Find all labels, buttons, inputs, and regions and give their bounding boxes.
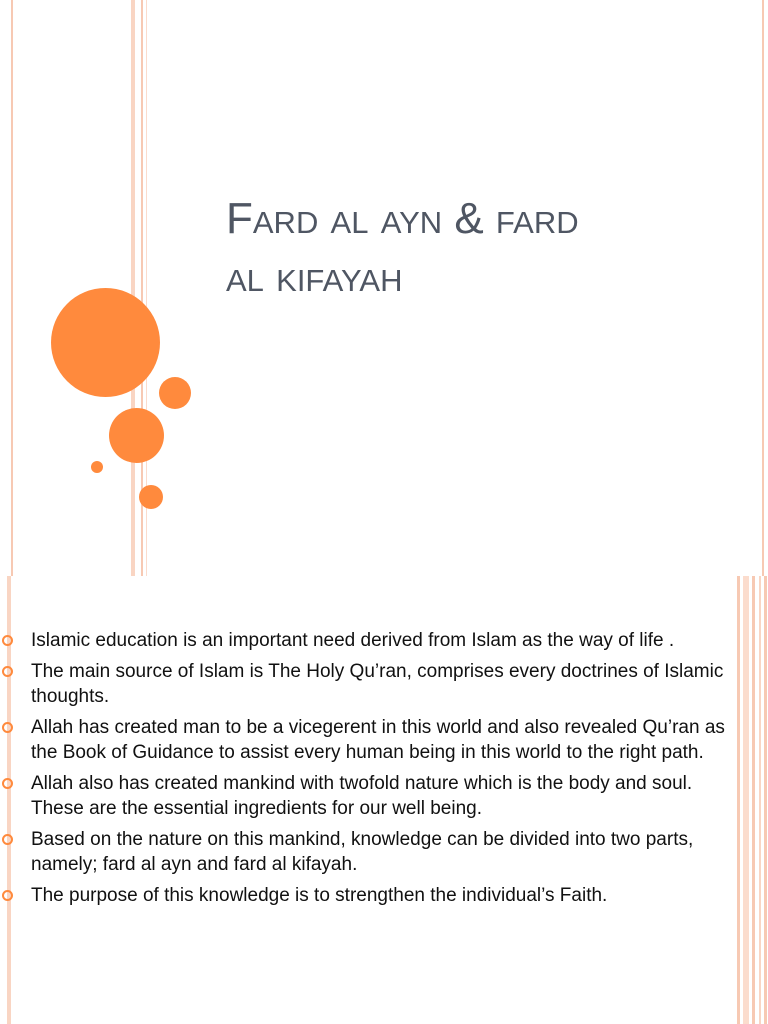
hollow-circle-bullet-icon bbox=[2, 722, 13, 733]
decorative-line bbox=[764, 576, 767, 1024]
bullet-text: Based on the nature on this mankind, knowledge can be divided into two parts, namely; fard al ayn and fard al kifayah. bbox=[31, 829, 694, 875]
title-line-2: al kifayah bbox=[226, 252, 403, 301]
bullet-item bbox=[0, 659, 740, 709]
bullet-item bbox=[0, 628, 740, 653]
bullet-item bbox=[0, 827, 740, 877]
bullet-text: Islamic education is an important need derived from Islam as the way of life . bbox=[31, 630, 675, 651]
decorative-circle-small bbox=[139, 485, 163, 509]
bullet-item bbox=[0, 771, 740, 821]
decorative-circle-small bbox=[159, 377, 191, 409]
decorative-line bbox=[759, 576, 761, 1024]
bullet-list bbox=[0, 628, 740, 914]
title-line-1: Fard al ayn & fard bbox=[226, 194, 579, 243]
hollow-circle-bullet-icon bbox=[2, 666, 13, 677]
hollow-circle-bullet-icon bbox=[2, 834, 13, 845]
bullet-text: Allah has created man to be a vicegerent in this world and also revealed Qu’ran as the Book of Guidance to assist every human being in this world to the right path. bbox=[31, 717, 725, 763]
hollow-circle-bullet-icon bbox=[2, 890, 13, 901]
decorative-circle-tiny bbox=[91, 461, 103, 473]
bullet-item bbox=[0, 715, 740, 765]
decorative-line bbox=[752, 576, 755, 1024]
bullet-item bbox=[0, 883, 740, 908]
decorative-line bbox=[11, 0, 13, 576]
bullet-text: Allah also has created mankind with twofold nature which is the body and soul. These are the essential ingredients for our well being. bbox=[31, 773, 693, 819]
bullet-text: The purpose of this knowledge is to strengthen the individual’s Faith. bbox=[31, 885, 608, 906]
decorative-line bbox=[131, 0, 135, 576]
content-slide bbox=[0, 576, 768, 1024]
decorative-circle-medium bbox=[109, 408, 164, 463]
bullet-text: The main source of Islam is The Holy Qu’ran, comprises every doctrines of Islamic thoughts. bbox=[31, 661, 724, 707]
slide-title bbox=[226, 190, 746, 306]
hollow-circle-bullet-icon bbox=[2, 635, 13, 646]
decorative-line bbox=[762, 0, 764, 576]
decorative-circle-large bbox=[51, 288, 160, 397]
decorative-line bbox=[743, 576, 749, 1024]
hollow-circle-bullet-icon bbox=[2, 778, 13, 789]
